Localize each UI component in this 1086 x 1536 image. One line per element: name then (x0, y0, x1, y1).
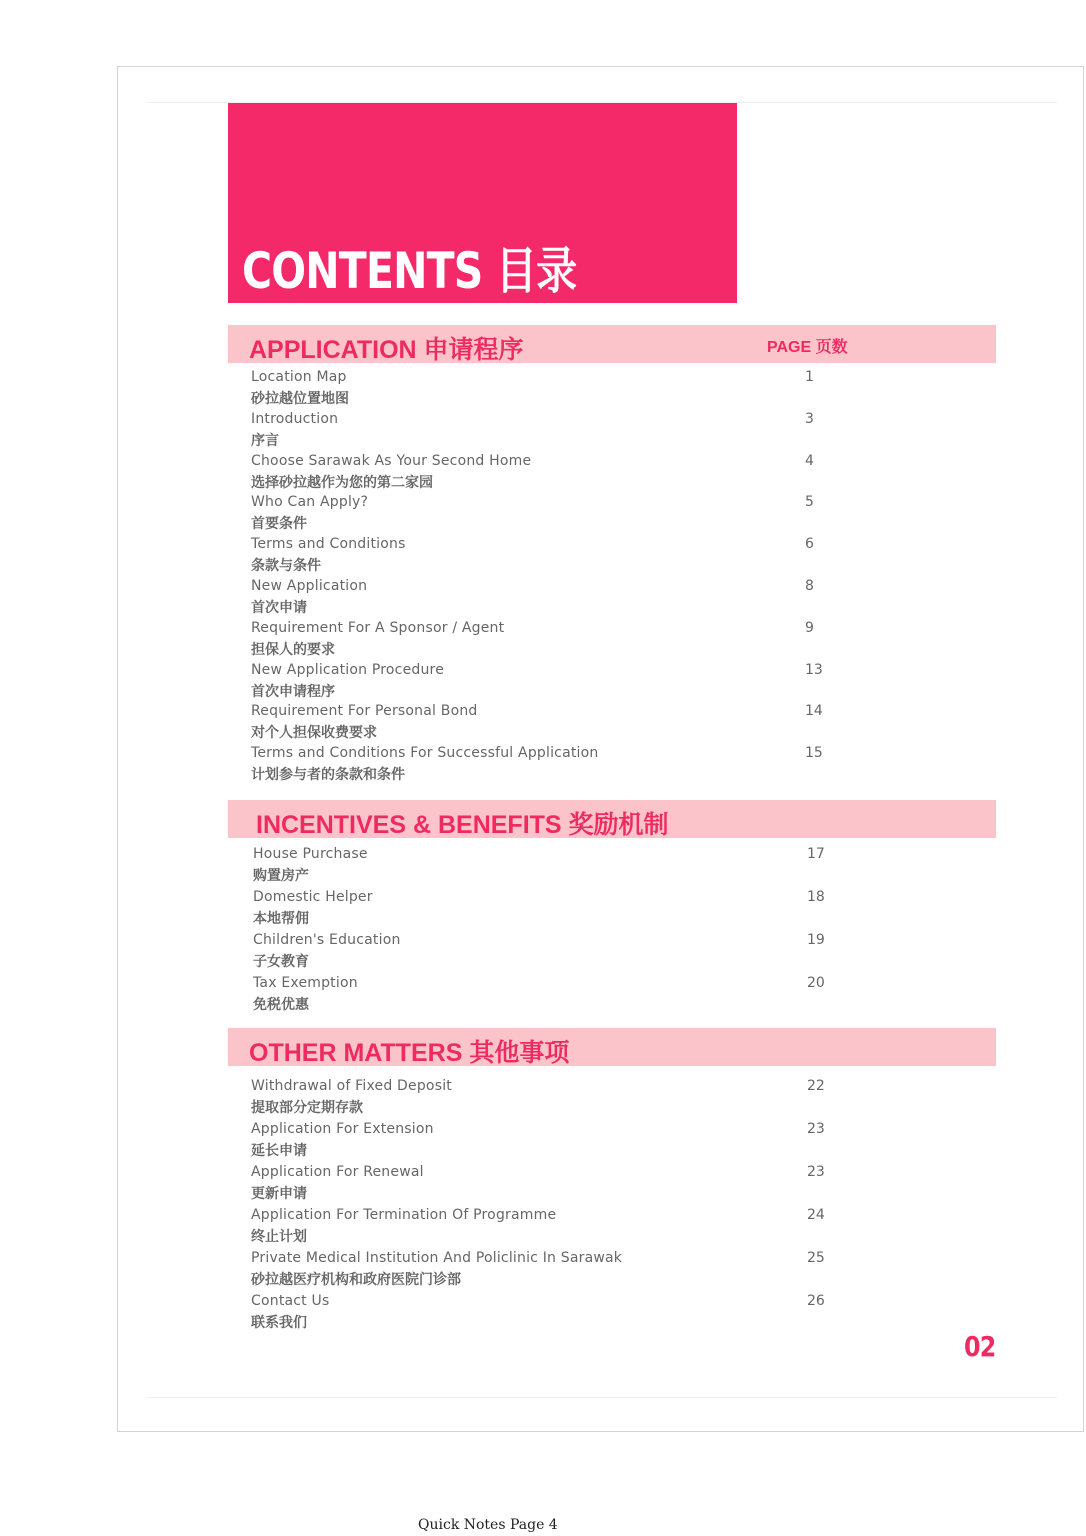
toc-entry (253, 889, 853, 929)
toc-entry (251, 411, 851, 451)
section-band-application (228, 325, 996, 363)
toc-entry-title: Application For Termination Of Programme (251, 1207, 557, 1223)
section-band-incentives (228, 800, 996, 838)
toc-entry-page: 14 (805, 703, 823, 720)
toc-entry (251, 1250, 851, 1290)
toc-entry-title-zh: 对个人担保收费要求 (251, 725, 377, 742)
toc-entry-title: Application For Extension (251, 1121, 434, 1137)
toc-entry-page: 24 (807, 1207, 825, 1223)
toc-entry-title: Private Medical Institution And Policlinic In Sarawak (251, 1250, 623, 1266)
toc-entry-title: New Application Procedure (251, 661, 445, 678)
toc-entry-page: 19 (807, 932, 825, 948)
section-title: OTHER MATTERS 其他事项 (249, 1039, 570, 1067)
toc-entry-title-zh: 首次申请 (251, 600, 307, 616)
toc-entry-title-zh: 首要条件 (251, 516, 307, 533)
toc-entry-page: 22 (807, 1078, 825, 1094)
contents-banner (228, 103, 737, 303)
toc-entry-title-zh: 子女教育 (253, 954, 309, 970)
toc-entry-page: 20 (807, 975, 825, 991)
toc-entry-page: 3 (805, 410, 814, 427)
toc-entry (253, 932, 853, 972)
toc-entry-page: 26 (807, 1293, 825, 1309)
toc-entry (253, 975, 853, 1015)
toc-entry-title-zh: 砂拉越位置地图 (251, 391, 349, 407)
toc-entry-title-zh: 提取部分定期存款 (251, 1100, 363, 1116)
toc-entry (251, 578, 851, 618)
toc-entry-title-zh: 延长申请 (251, 1143, 307, 1159)
toc-entry-title: House Purchase (253, 846, 368, 862)
toc-entry-title: Introduction (251, 410, 339, 427)
section-title: APPLICATION 申请程序 (249, 336, 524, 364)
toc-entry-title: Terms and Conditions For Successful Application (251, 745, 599, 762)
toc-entry-title: New Application (251, 578, 368, 594)
toc-entry-title-zh: 砂拉越医疗机构和政府医院门诊部 (251, 1272, 461, 1288)
toc-entry (251, 703, 851, 743)
toc-entry-page: 9 (805, 619, 814, 636)
footer-text: Quick Notes Page 4 (418, 1517, 558, 1533)
toc-entry-title: Withdrawal of Fixed Deposit (251, 1078, 452, 1094)
toc-entry-page: 1 (805, 369, 814, 385)
toc-entry (251, 745, 851, 785)
page-column-header: PAGE 页数 (767, 339, 848, 356)
toc-entry (251, 1121, 851, 1161)
toc-entry-title-zh: 条款与条件 (251, 558, 321, 575)
toc-entry-title: Tax Exemption (253, 975, 358, 991)
toc-entry-page: 23 (807, 1121, 825, 1137)
toc-entry (251, 453, 851, 493)
section-band-other-matters (228, 1028, 996, 1066)
toc-entry-title-zh: 计划参与者的条款和条件 (251, 767, 405, 784)
toc-entry-title: Choose Sarawak As Your Second Home (251, 452, 532, 469)
toc-entry-title: Requirement For Personal Bond (251, 703, 478, 720)
toc-entry-title-zh: 序言 (251, 432, 279, 449)
page-number: 02 (964, 1330, 996, 1363)
toc-entry-title-zh: 联系我们 (251, 1315, 307, 1331)
toc-entry-title: Children's Education (253, 932, 401, 948)
toc-entry (251, 1078, 851, 1118)
toc-entry-title: Application For Renewal (251, 1164, 424, 1180)
toc-entry-title-zh: 免税优惠 (253, 997, 309, 1013)
toc-entry-page: 25 (807, 1250, 825, 1266)
toc-entry-page: 5 (805, 494, 814, 511)
toc-entry (251, 620, 851, 660)
toc-entry (251, 662, 851, 702)
toc-entry (253, 846, 853, 886)
toc-entry-page: 23 (807, 1164, 825, 1180)
toc-entry-page: 17 (807, 846, 825, 862)
toc-entry-page: 6 (805, 536, 814, 553)
toc-entry-title-zh: 首次申请程序 (251, 683, 335, 700)
toc-entry (251, 1207, 851, 1247)
toc-entry-title: Who Can Apply? (251, 494, 369, 511)
section-title: INCENTIVES & BENEFITS 奖励机制 (256, 811, 669, 839)
toc-entry (251, 494, 851, 534)
toc-entry-title-zh: 担保人的要求 (251, 641, 335, 658)
toc-entry-title-zh: 更新申请 (251, 1186, 307, 1202)
toc-entry-title: Requirement For A Sponsor / Agent (251, 619, 505, 636)
toc-entry-page: 15 (805, 745, 823, 762)
toc-entry-title-zh: 选择砂拉越作为您的第二家园 (251, 474, 433, 491)
toc-entry-title-zh: 本地帮佣 (253, 911, 309, 927)
toc-entry-title: Contact Us (251, 1293, 330, 1309)
contents-title: CONTENTS 目录 (242, 242, 577, 300)
toc-entry (251, 1164, 851, 1204)
toc-entry-page: 4 (805, 452, 814, 469)
toc-entry-title: Location Map (251, 369, 347, 385)
toc-entry-title: Domestic Helper (253, 889, 373, 905)
toc-entry-title-zh: 终止计划 (251, 1229, 307, 1245)
toc-entry-page: 13 (805, 661, 823, 678)
toc-entry-page: 18 (807, 889, 825, 905)
bottom-rule (147, 1397, 1057, 1398)
toc-entry (251, 1293, 851, 1333)
toc-entry-title: Terms and Conditions (251, 536, 406, 553)
toc-entry-page: 8 (805, 578, 814, 594)
toc-entry (251, 536, 851, 576)
toc-entry-title-zh: 购置房产 (253, 868, 309, 884)
toc-entry (251, 369, 851, 409)
